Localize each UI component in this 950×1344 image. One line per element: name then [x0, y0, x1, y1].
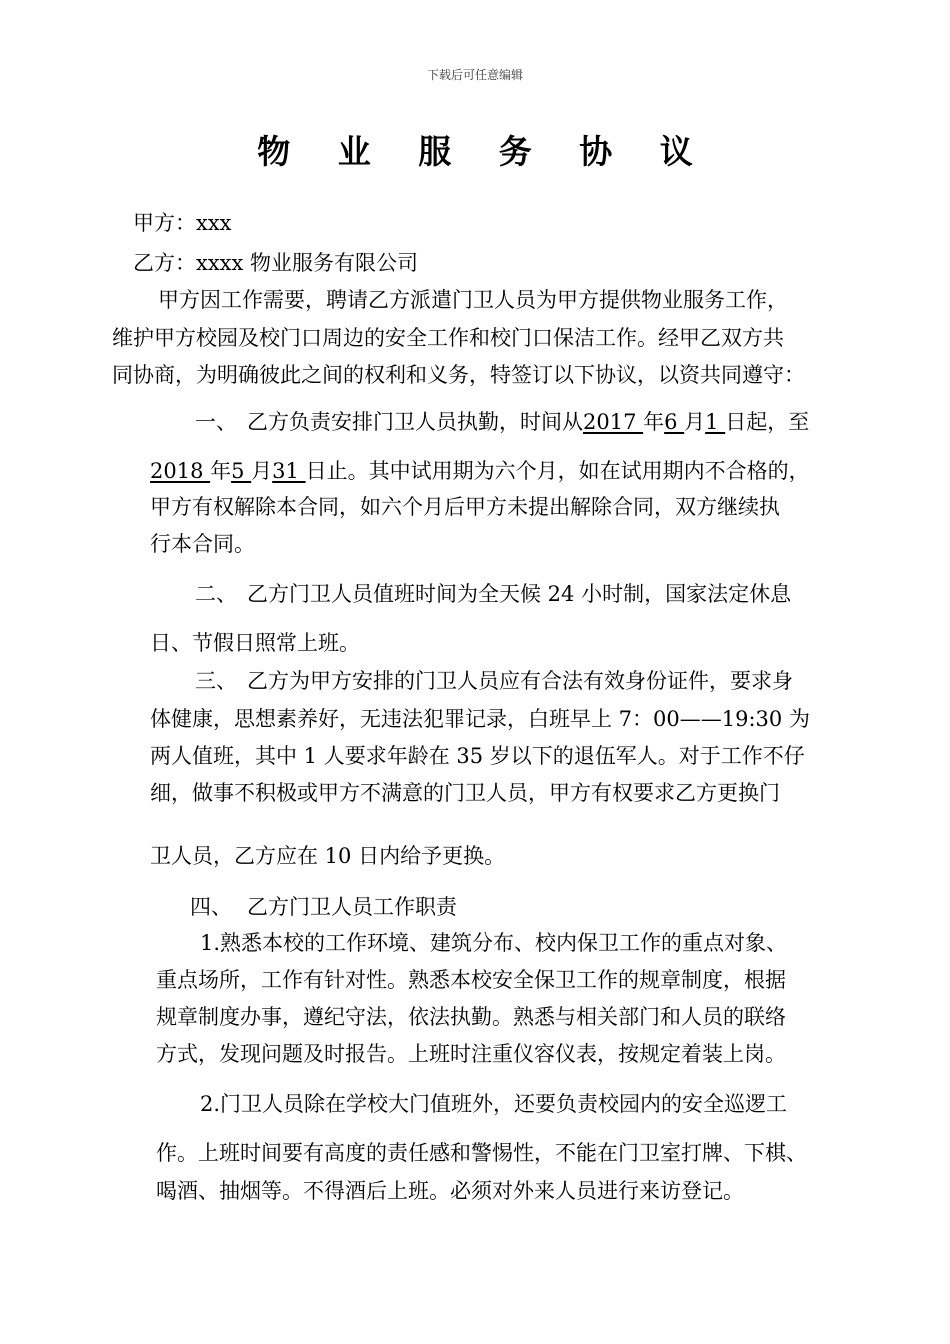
- clause-2-number: 二、: [195, 582, 237, 606]
- start-year: 2017: [583, 410, 644, 434]
- party-b: 乙方：xxxx 物业服务有限公司: [133, 251, 419, 275]
- year-label: 年: [210, 459, 232, 483]
- clause-1-number: 一、: [195, 410, 237, 434]
- start-day: 1: [705, 410, 726, 434]
- duty-2-line-3: 喝酒、抽烟等。不得酒后上班。必须对外来人员进行来访登记。: [156, 1179, 744, 1203]
- duty-2-line-2: 作。上班时间要有高度的责任感和警惕性，不能在门卫室打牌、下棋、: [156, 1141, 807, 1165]
- party-a: 甲方：xxx: [133, 211, 232, 235]
- clause-3-line-2: 体健康，思想素养好，无违法犯罪记录，白班早上 7：00——19:30 为: [150, 707, 810, 731]
- day-label: 日起，至: [725, 410, 810, 434]
- intro-line-1: 甲方因工作需要，聘请乙方派遣门卫人员为甲方提供物业服务工作，: [158, 288, 788, 312]
- intro-line-2: 维护甲方校园及校门口周边的安全工作和校门口保洁工作。经甲乙双方共: [112, 326, 784, 350]
- clause-1-text: 日止。其中试用期为六个月，如在试用期内不合格的，: [305, 459, 810, 483]
- month-label: 月: [251, 459, 273, 483]
- clause-3-number: 三、: [195, 669, 237, 693]
- clause-2-line-2: 日、节假日照常上班。: [150, 631, 360, 655]
- page-header-note: 下载后可任意编辑: [426, 68, 523, 82]
- clause-4-heading: 乙方门卫人员工作职责: [247, 895, 457, 919]
- clause-4-number: 四、: [190, 895, 232, 919]
- duty-1-line-1: 1.熟悉本校的工作环境、建筑分布、校内保卫工作的重点对象、: [200, 931, 788, 955]
- intro-line-3: 同协商，为明确彼此之间的权利和义务，特签订以下协议，以资共同遵守：: [112, 363, 805, 387]
- clause-1-line-4: 行本合同。: [150, 532, 255, 556]
- start-month: 6: [664, 410, 685, 434]
- end-day: 31: [272, 459, 306, 483]
- clause-3-line-3: 两人值班，其中 1 人要求年龄在 35 岁以下的退伍军人。对于工作不仔: [150, 744, 805, 768]
- clause-1-line-2: [150, 461, 810, 482]
- duty-1-line-2: 重点场所，工作有针对性。熟悉本校安全保卫工作的规章制度，根据: [156, 968, 786, 992]
- duty-2-line-1: 2.门卫人员除在学校大门值班外，还要负责校园内的安全巡逻工: [200, 1092, 788, 1116]
- clause-1-line-1: [247, 412, 809, 433]
- clause-3-line-1: 乙方为甲方安排的门卫人员应有合法有效身份证件，要求身: [247, 669, 793, 693]
- end-month: 5: [231, 459, 252, 483]
- clause-2-line-1: 乙方门卫人员值班时间为全天候 24 小时制，国家法定休息: [247, 582, 792, 606]
- year-label: 年: [643, 410, 665, 434]
- end-year: 2018: [150, 459, 211, 483]
- month-label: 月: [684, 410, 706, 434]
- clause-3-line-5: 卫人员，乙方应在 10 日内给予更换。: [150, 844, 506, 868]
- clause-1-text: 乙方负责安排门卫人员执勤，时间从: [247, 410, 583, 434]
- clause-3-line-4: 细，做事不积极或甲方不满意的门卫人员，甲方有权要求乙方更换门: [150, 781, 780, 805]
- clause-1-line-3: 甲方有权解除本合同，如六个月后甲方未提出解除合同，双方继续执: [150, 495, 780, 519]
- duty-1-line-4: 方式，发现问题及时报告。上班时注重仪容仪表，按规定着装上岗。: [156, 1042, 786, 1066]
- duty-1-line-3: 规章制度办事，遵纪守法，依法执勤。熟悉与相关部门和人员的联络: [156, 1005, 786, 1029]
- document-title: 物 业 服 务 协 议: [257, 132, 711, 171]
